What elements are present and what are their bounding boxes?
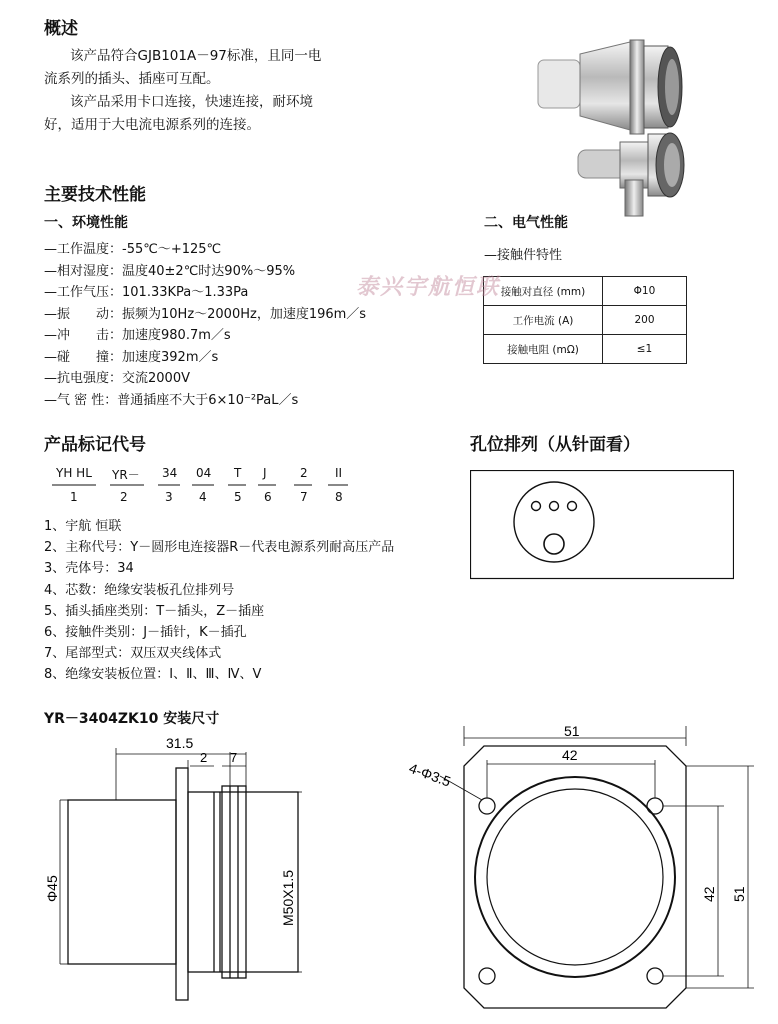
index-2: 2	[120, 490, 128, 504]
contact-spec-table	[483, 276, 687, 364]
code-2: YR－	[112, 468, 140, 482]
marking-item: 7、尾部型式：双压双夹线体式	[44, 646, 222, 662]
dim-height-outer: 51	[731, 886, 747, 902]
marking-item: 8、绝缘安装板位置：Ⅰ、Ⅱ、Ⅲ、Ⅳ、Ⅴ	[44, 667, 262, 683]
env-item: —相对湿度：温度40±2℃时达90%～95%	[44, 263, 296, 279]
env-title: 一、环境性能	[44, 215, 128, 231]
watermark: 泰兴宇航恒联	[356, 275, 501, 300]
overview-line-2: 流系列的插头、插座可互配。	[44, 71, 220, 87]
dim-diameter: Φ45	[44, 875, 60, 902]
marking-item: 2、主称代号：Y－圆形电连接器R－代表电源系列耐高压产品	[44, 540, 395, 556]
dim-width-inner: 42	[562, 747, 578, 763]
marking-item: 4、芯数：绝缘安装板孔位排列号	[44, 582, 235, 598]
side-view-drawing	[40, 730, 340, 1020]
overview-line-4: 好，适用于大电流电源系列的连接。	[44, 117, 260, 133]
front-view-drawing	[400, 726, 770, 1020]
marking-item: 6、接触件类别：J－插针，K－插孔	[44, 625, 247, 640]
dim-mounting-holes: 4-Φ3.5	[406, 759, 453, 790]
table-row	[484, 306, 687, 335]
marking-item: 1、宇航 恒联	[44, 519, 122, 534]
spec-value: Φ10	[603, 277, 687, 306]
env-item: —工作温度：-55℃～+125℃	[44, 242, 222, 257]
spec-label: 接触对直径 (mm)	[484, 277, 603, 306]
elec-subtitle: —接触件特性	[484, 248, 563, 263]
code-8: II	[335, 466, 343, 480]
index-3: 3	[165, 490, 173, 504]
index-6: 6	[264, 490, 272, 504]
marking-item: 3、壳体号：34	[44, 561, 134, 577]
overview-line-3: 该产品采用卡口连接，快速连接，耐环境	[70, 94, 313, 110]
code-underlines	[50, 483, 360, 487]
spec-label: 工作电流 (A)	[484, 306, 603, 335]
index-4: 4	[199, 490, 207, 504]
code-5: T	[234, 466, 242, 480]
code-4: 04	[196, 466, 212, 480]
code-1: YH HL	[56, 466, 92, 480]
spec-value: 200	[603, 306, 687, 335]
index-5: 5	[234, 490, 242, 504]
table-row	[484, 277, 687, 306]
env-item: —碰 撞：加速度392m／s	[44, 349, 219, 365]
dim-length-a: 2	[200, 750, 208, 765]
marking-item: 5、插头插座类别：T－插头，Z－插座	[44, 603, 265, 619]
env-item: —冲 击：加速度980.7m／s	[44, 328, 231, 343]
pin-layout-title: 孔位排列（从针面看）	[470, 435, 640, 455]
dim-length-total: 31.5	[166, 735, 194, 751]
overview-title: 概述	[44, 19, 78, 39]
dim-width-outer: 51	[564, 726, 580, 739]
index-7: 7	[300, 490, 308, 504]
overview-line-1: 该产品符合GJB101A－97标准，且同一电	[70, 48, 322, 64]
index-1: 1	[70, 490, 78, 504]
table-row	[484, 335, 687, 364]
tech-title: 主要技术性能	[44, 185, 146, 205]
elec-title: 二、电气性能	[484, 215, 568, 231]
code-3: 34	[162, 466, 178, 480]
index-8: 8	[335, 490, 343, 504]
spec-label: 接触电阻 (mΩ)	[484, 335, 603, 364]
pin-layout-diagram	[470, 470, 734, 580]
code-6: J	[263, 466, 267, 480]
env-item: —气 密 性：普通插座不大于6×10⁻²PaL／s	[44, 392, 299, 408]
dim-thread: M50X1.5	[280, 869, 296, 926]
marking-title: 产品标记代号	[44, 435, 146, 455]
env-item: —振 动：振频为10Hz～2000Hz，加速度196m／s	[44, 306, 367, 322]
dim-length-b: 7	[230, 750, 238, 765]
dimensions-title: YR－3404ZK10 安装尺寸	[44, 711, 220, 727]
spec-value: ≤1	[603, 335, 687, 364]
env-item: —抗电强度：交流2000V	[44, 371, 190, 386]
env-item: —工作气压：101.33KPa～1.33Pa	[44, 285, 249, 300]
dim-height-inner: 42	[701, 886, 717, 902]
code-7: 2	[300, 466, 308, 480]
product-photo	[520, 30, 720, 220]
